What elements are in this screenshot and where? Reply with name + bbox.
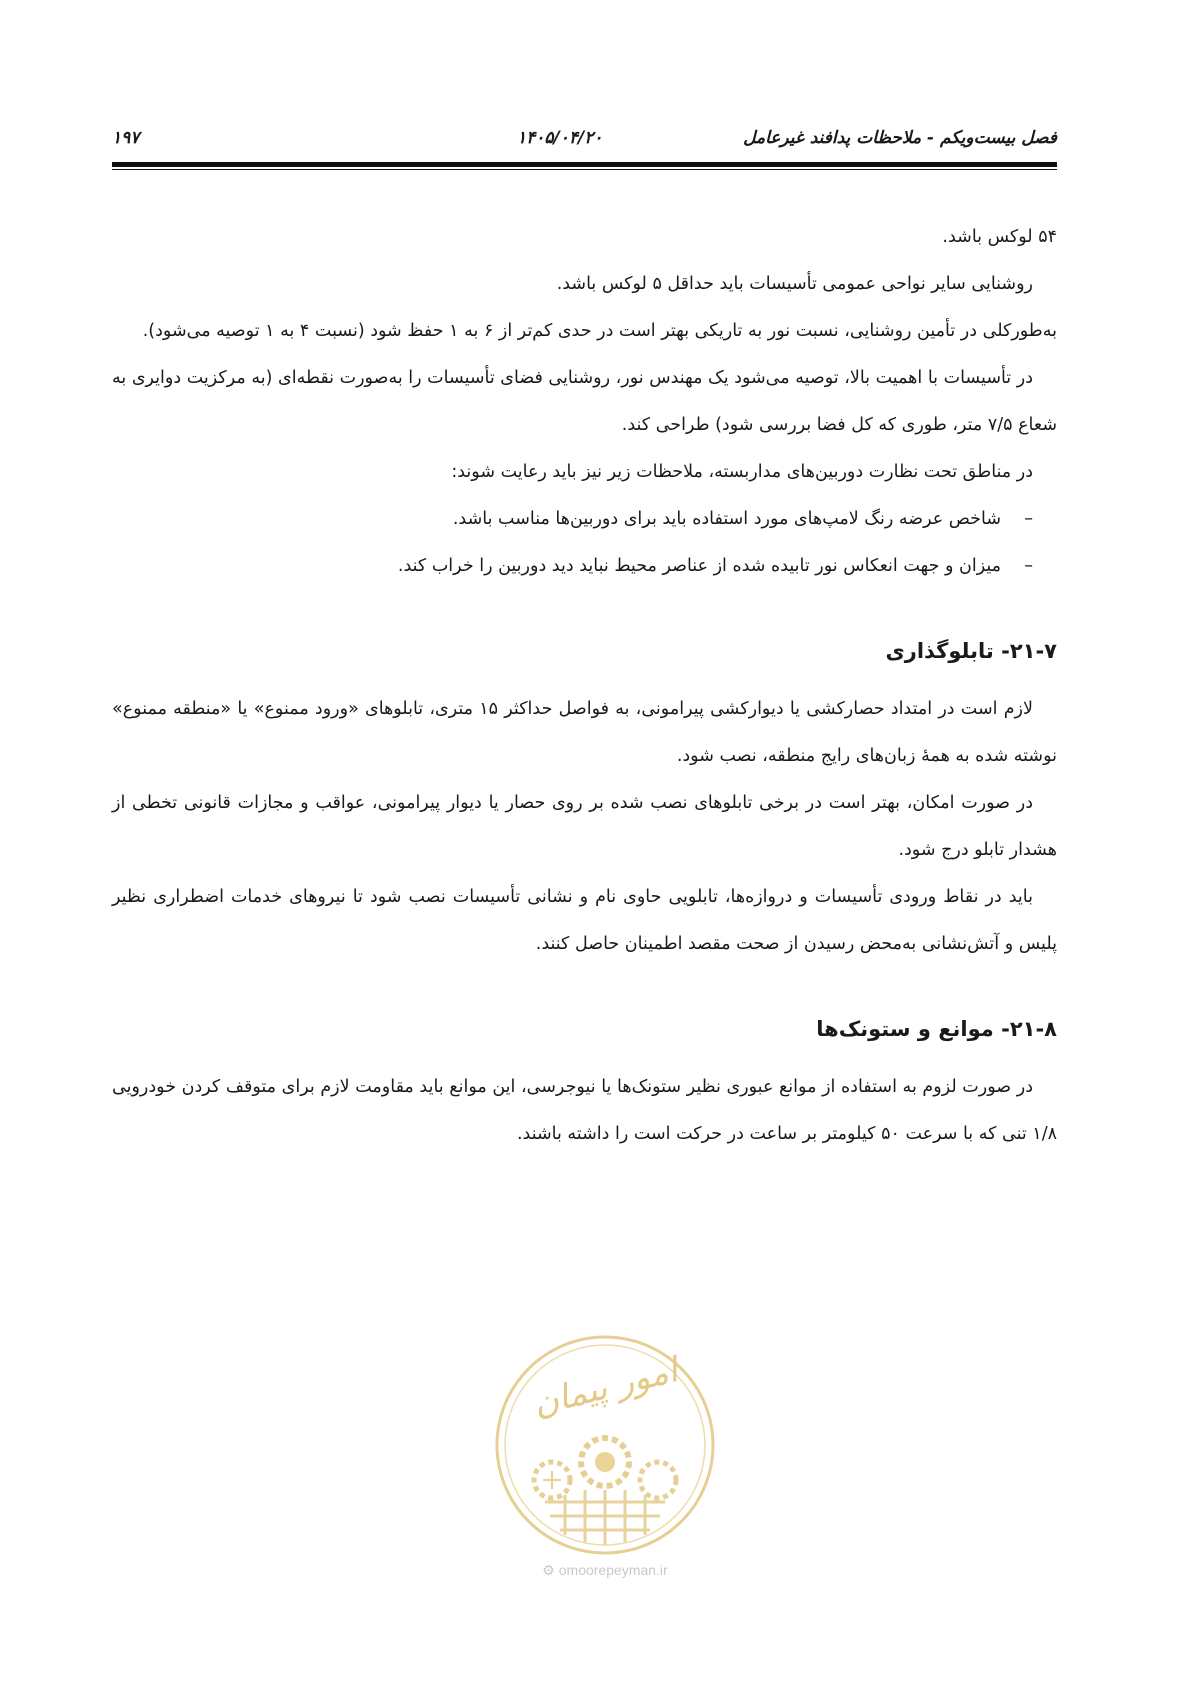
page-number: ۱۹۷ bbox=[112, 128, 140, 148]
svg-text:امور پیمان: امور پیمان bbox=[529, 1350, 682, 1425]
watermark-url-text: omoorepeyman.ir bbox=[558, 1562, 668, 1578]
bullet-dash: – bbox=[1024, 556, 1033, 576]
watermark-url: ⚙ omoorepeyman.ir bbox=[542, 1562, 668, 1578]
page-body bbox=[112, 214, 1057, 1158]
chapter-title: فصل بیست‌ویکم - ملاحظات پدافند غیرعامل bbox=[743, 128, 1057, 148]
bullet-text: شاخص عرضه رنگ لامپ‌های مورد استفاده باید برای دوربین‌ها مناسب باشد. bbox=[452, 509, 1001, 529]
bullet-text: میزان و جهت انعکاس نور تابیده شده از عناصر محیط نباید دید دوربین را خراب کند. bbox=[397, 556, 1001, 576]
section-heading-signage: ۲۱-۷- تابلوگذاری bbox=[885, 639, 1057, 663]
paragraph-signage-1: لازم است در امتداد حصارکشی یا دیوارکشی پیرامونی، به فواصل حداکثر ۱۵ متری، تابلوهای «ورود ممنوع» یا «منطقه ممنوع» نوشته شده به همهٔ زبان‌های رایج منطقه، نصب شود. bbox=[112, 699, 1057, 766]
paragraph-barriers-1: در صورت لزوم به استفاده از موانع عبوری نظیر ستونک‌ها یا نیوجرسی، این موانع باید مقاومت لازم برای متوقف کردن خودرویی ۱/۸ تنی که با سرعت ۵۰ کیلومتر بر ساعت در حرکت است را داشته باشند. bbox=[112, 1077, 1057, 1144]
header-rule-thick bbox=[112, 162, 1057, 167]
bullet-dash: – bbox=[1024, 509, 1033, 529]
paragraph-signage-2: در صورت امکان، بهتر است در برخی تابلوهای نصب شده بر روی حصار یا دیوار پیرامونی، عواقب و مجازات قانونی تخطی از هشدار تابلو درج شود. bbox=[112, 793, 1057, 860]
paragraph-cctv-intro: در مناطق تحت نظارت دوربین‌های مداربسته، ملاحظات زیر نیز باید رعایت شوند: bbox=[451, 462, 1033, 482]
header-rule-thin bbox=[112, 169, 1057, 170]
paragraph-general-lighting: روشنایی سایر نواحی عمومی تأسیسات باید حداقل ۵ لوکس باشد. bbox=[556, 274, 1033, 294]
section-heading-barriers: ۲۱-۸- موانع و ستونک‌ها bbox=[816, 1017, 1057, 1041]
paragraph-light-ratio: به‌طورکلی در تأمین روشنایی، نسبت نور به تاریکی بهتر است در حدی کم‌تر از ۶ به ۱ حفظ شود (نسبت ۴ به ۱ توصیه می‌شود). bbox=[142, 321, 1057, 341]
bullet-item bbox=[112, 496, 1057, 543]
paragraph-signage-3: باید در نقاط ورودی تأسیسات و دروازه‌ها، تابلویی حاوی نام و نشانی تأسیسات نصب شود تا نیروهای خدمات اضطراری نظیر پلیس و آتش‌نشانی به‌محض رسیدن از صحت مقصد اطمینان حاصل کنند. bbox=[112, 887, 1057, 954]
bullet-item bbox=[112, 543, 1057, 590]
paragraph-lux-54: ۵۴ لوکس باشد. bbox=[942, 227, 1057, 247]
watermark-logo bbox=[490, 1330, 720, 1560]
page-header bbox=[112, 128, 1057, 152]
header-date: ۱۴۰۵/۰۴/۲۰ bbox=[517, 128, 603, 148]
paragraph-lighting-engineer: در تأسیسات با اهمیت بالا، توصیه می‌شود یک مهندس نور، روشنایی فضای تأسیسات را به‌صورت نقطه‌ای (به مرکزیت دوایری به شعاع ۷/۵ متر، طوری که کل فضا بررسی شود) طراحی کند. bbox=[112, 368, 1057, 435]
